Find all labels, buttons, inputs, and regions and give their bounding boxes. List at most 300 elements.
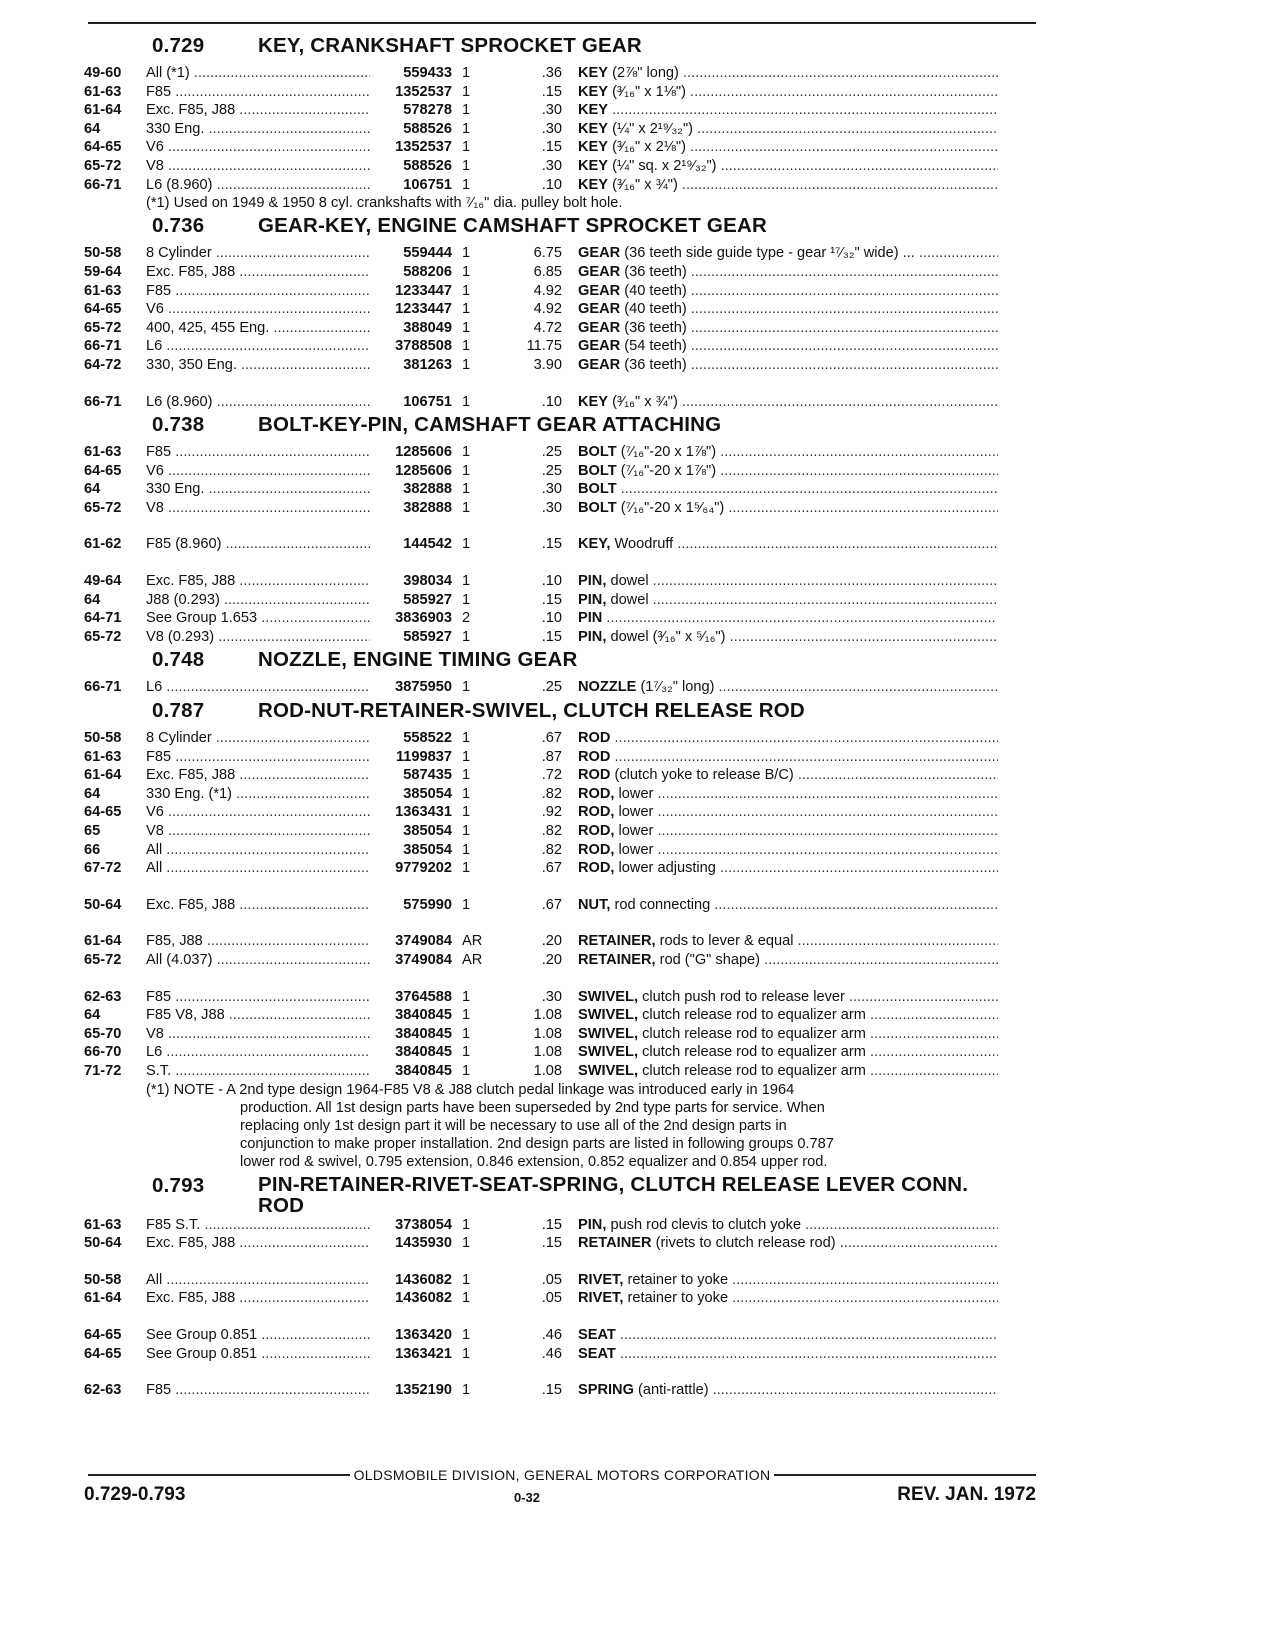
footer-group-range: 0.729-0.793 bbox=[84, 1484, 186, 1505]
section-note: (*1) Used on 1949 & 1950 8 cyl. crankshafts with ⁷⁄₁₆" dia. pulley bolt hole. bbox=[146, 195, 623, 212]
application-text: 8 Cylinder ..... bbox=[146, 730, 370, 746]
part-number: 1363420 bbox=[395, 1326, 452, 1343]
part-description: (rivets to clutch release rod) ..... bbox=[656, 1235, 998, 1251]
part-description: lower adjusting ..... bbox=[619, 860, 998, 876]
model-years: 64-71 bbox=[84, 610, 122, 627]
part-name: KEY bbox=[578, 65, 609, 81]
part-row bbox=[84, 282, 1044, 301]
part-number: 3840845 bbox=[395, 1007, 452, 1024]
description bbox=[578, 83, 998, 102]
part-description: (¼" x 2¹⁹⁄₃₂") ..... bbox=[612, 121, 998, 137]
application bbox=[146, 748, 370, 767]
note-line: production. All 1st design parts have been superseded by 2nd type parts for service. When bbox=[240, 1099, 825, 1116]
description bbox=[578, 1271, 998, 1290]
part-row bbox=[84, 535, 1044, 554]
part-description: dowel (³⁄₁₆" x ⁵⁄₁₆") ..... bbox=[610, 629, 998, 645]
application bbox=[146, 591, 370, 610]
part-name: SWIVEL, bbox=[578, 1062, 638, 1079]
part-description: rods to lever & equal ..... bbox=[660, 933, 998, 949]
price: 4.92 bbox=[533, 282, 562, 299]
price: .15 bbox=[541, 83, 562, 100]
application-text: S.T. ..... bbox=[146, 1063, 370, 1079]
part-number: 3764588 bbox=[395, 988, 452, 1005]
application-text: F85, J88 ..... bbox=[146, 933, 370, 949]
part-row bbox=[84, 1289, 1044, 1308]
price: 4.92 bbox=[533, 301, 562, 318]
part-name: KEY bbox=[578, 393, 609, 410]
description bbox=[578, 157, 998, 176]
part-row bbox=[84, 499, 1044, 518]
application bbox=[146, 282, 370, 301]
part-description: clutch push rod to release lever ..... bbox=[642, 989, 998, 1005]
part-description: push rod clevis to clutch yoke ..... bbox=[610, 1217, 998, 1233]
model-years: 65-72 bbox=[84, 499, 122, 516]
price: .25 bbox=[541, 679, 562, 696]
price: 6.75 bbox=[533, 245, 562, 262]
row-spacer bbox=[84, 1253, 1044, 1271]
part-row bbox=[84, 1345, 1044, 1364]
part-number: 587435 bbox=[403, 767, 452, 784]
description bbox=[578, 1062, 998, 1081]
description bbox=[578, 748, 998, 767]
price: .15 bbox=[541, 591, 562, 608]
application-text: 330, 350 Eng. ..... bbox=[146, 357, 370, 373]
application-text: Exc. F85, J88 ..... bbox=[146, 1235, 370, 1251]
model-years: 65-72 bbox=[84, 157, 122, 174]
price: .10 bbox=[541, 610, 562, 627]
model-years: 61-63 bbox=[84, 282, 122, 299]
part-number: 382888 bbox=[403, 481, 452, 498]
part-description: (36 teeth) ..... bbox=[624, 357, 998, 373]
footer bbox=[84, 1482, 1036, 1510]
application-text: All (*1) ..... bbox=[146, 65, 370, 81]
section-number: 0.738 bbox=[152, 413, 205, 437]
part-number: 385054 bbox=[403, 785, 452, 802]
part-number: 3749084 bbox=[395, 933, 452, 950]
part-name: KEY, bbox=[578, 536, 611, 553]
description bbox=[578, 101, 998, 120]
model-years: 67-72 bbox=[84, 860, 122, 877]
part-number: 1285606 bbox=[395, 462, 452, 479]
price: .30 bbox=[541, 481, 562, 498]
part-row bbox=[84, 83, 1044, 102]
part-name: SWIVEL, bbox=[578, 988, 638, 1005]
application bbox=[146, 393, 370, 412]
application bbox=[146, 628, 370, 647]
part-row bbox=[84, 101, 1044, 120]
description bbox=[578, 319, 998, 338]
part-description: rod ("G" shape) ..... bbox=[660, 952, 998, 968]
part-row bbox=[84, 157, 1044, 176]
quantity: 1 bbox=[462, 748, 471, 765]
quantity: 1 bbox=[462, 499, 471, 516]
description bbox=[578, 356, 998, 375]
part-name: ROD, bbox=[578, 785, 615, 802]
application-text: V8 ..... bbox=[146, 158, 370, 174]
part-name: SEAT bbox=[578, 1345, 616, 1362]
part-description: lower ..... bbox=[619, 823, 998, 839]
model-years: 62-63 bbox=[84, 1382, 122, 1399]
part-name: ROD, bbox=[578, 804, 615, 821]
price: .36 bbox=[541, 65, 562, 81]
part-description bbox=[612, 102, 998, 118]
quantity: 1 bbox=[462, 767, 471, 784]
part-row bbox=[84, 356, 1044, 375]
price: .30 bbox=[541, 102, 562, 119]
part-number: 381263 bbox=[403, 356, 452, 373]
part-row bbox=[84, 480, 1044, 499]
application bbox=[146, 785, 370, 804]
model-years: 66-71 bbox=[84, 393, 122, 410]
section-note bbox=[146, 1081, 1044, 1172]
description bbox=[578, 729, 998, 748]
application bbox=[146, 766, 370, 785]
model-years: 64-65 bbox=[84, 804, 122, 821]
part-number: 3875950 bbox=[395, 679, 452, 696]
part-description: (³⁄₁₆" x 2⅛") ..... bbox=[612, 139, 998, 155]
part-row bbox=[84, 859, 1044, 878]
part-row bbox=[84, 443, 1044, 462]
model-years: 64 bbox=[84, 120, 101, 137]
part-number: 3840845 bbox=[395, 1062, 452, 1079]
part-name: ROD bbox=[578, 730, 611, 747]
quantity: 1 bbox=[462, 536, 471, 553]
application bbox=[146, 443, 370, 462]
description bbox=[578, 628, 998, 647]
quantity: 1 bbox=[462, 282, 471, 299]
model-years: 61-64 bbox=[84, 767, 122, 784]
part-description: (2⅞" long) ..... bbox=[612, 65, 998, 81]
application bbox=[146, 1271, 370, 1290]
application-text: Exc. F85, J88 ..... bbox=[146, 264, 370, 280]
model-years: 61-63 bbox=[84, 748, 122, 765]
description bbox=[578, 535, 998, 554]
application bbox=[146, 678, 370, 697]
section-number: 0.793 bbox=[152, 1173, 205, 1197]
part-row bbox=[84, 766, 1044, 785]
price: .67 bbox=[541, 896, 562, 913]
model-years: 49-60 bbox=[84, 65, 122, 81]
section-title: BOLT-KEY-PIN, CAMSHAFT GEAR ATTACHING bbox=[258, 413, 722, 437]
application-text: V6 ..... bbox=[146, 804, 370, 820]
section-title: ROD-NUT-RETAINER-SWIVEL, CLUTCH RELEASE ROD bbox=[258, 699, 805, 723]
section-title: GEAR-KEY, ENGINE CAMSHAFT SPROCKET GEAR bbox=[258, 214, 767, 238]
row-spacer bbox=[84, 914, 1044, 932]
description bbox=[578, 1025, 998, 1044]
price: .87 bbox=[541, 748, 562, 765]
model-years: 64 bbox=[84, 1007, 101, 1024]
application-text: L6 ..... bbox=[146, 1044, 370, 1060]
part-row bbox=[84, 628, 1044, 647]
price: .30 bbox=[541, 120, 562, 137]
application bbox=[146, 1234, 370, 1253]
application bbox=[146, 176, 370, 195]
model-years: 64-65 bbox=[84, 462, 122, 479]
model-years: 65-70 bbox=[84, 1025, 122, 1042]
part-row bbox=[84, 1216, 1044, 1235]
description bbox=[578, 609, 998, 628]
part-description bbox=[620, 1346, 998, 1362]
quantity: 1 bbox=[462, 444, 471, 461]
application-text: F85 ..... bbox=[146, 749, 370, 765]
application bbox=[146, 841, 370, 860]
description bbox=[578, 263, 998, 282]
price: .25 bbox=[541, 444, 562, 461]
application bbox=[146, 988, 370, 1007]
quantity: 1 bbox=[462, 785, 471, 802]
quantity: 1 bbox=[462, 120, 471, 137]
price: .92 bbox=[541, 804, 562, 821]
application bbox=[146, 101, 370, 120]
quantity: 1 bbox=[462, 263, 471, 280]
price: .15 bbox=[541, 1235, 562, 1252]
part-description: clutch release rod to equalizer arm ..... bbox=[642, 1063, 998, 1079]
part-name: KEY bbox=[578, 102, 609, 119]
section-number: 0.736 bbox=[152, 214, 205, 238]
part-description: dowel ..... bbox=[610, 592, 998, 608]
application bbox=[146, 1025, 370, 1044]
application bbox=[146, 356, 370, 375]
part-row bbox=[84, 1271, 1044, 1290]
part-name: PIN, bbox=[578, 591, 607, 608]
quantity: 1 bbox=[462, 730, 471, 747]
price: .30 bbox=[541, 499, 562, 516]
application-text: F85 ..... bbox=[146, 1382, 370, 1398]
application-text: Exc. F85, J88 ..... bbox=[146, 1290, 370, 1306]
application bbox=[146, 572, 370, 591]
application-text: 330 Eng. (*1) ..... bbox=[146, 786, 370, 802]
quantity: 1 bbox=[462, 628, 471, 645]
price: .05 bbox=[541, 1271, 562, 1288]
part-number: 1233447 bbox=[395, 301, 452, 318]
part-number: 3836903 bbox=[395, 610, 452, 627]
part-number: 3788508 bbox=[395, 338, 452, 355]
part-name: GEAR bbox=[578, 263, 621, 280]
model-years: 59-64 bbox=[84, 263, 122, 280]
application-text: J88 (0.293) ..... bbox=[146, 592, 370, 608]
part-row bbox=[84, 951, 1044, 970]
part-description: (36 teeth side guide type - gear ¹⁷⁄₃₂" wide) ... ..... bbox=[624, 245, 998, 261]
application-text: See Group 0.851 ..... bbox=[146, 1346, 370, 1362]
application bbox=[146, 300, 370, 319]
part-description: retainer to yoke ..... bbox=[627, 1290, 998, 1306]
model-years: 66 bbox=[84, 841, 101, 858]
part-name: KEY bbox=[578, 157, 609, 174]
parts-list bbox=[84, 32, 1044, 1400]
application bbox=[146, 1289, 370, 1308]
quantity: 1 bbox=[462, 301, 471, 318]
quantity: 1 bbox=[462, 65, 471, 81]
part-number: 388049 bbox=[403, 319, 452, 336]
model-years: 61-63 bbox=[84, 444, 122, 461]
quantity: AR bbox=[462, 933, 483, 950]
quantity: 1 bbox=[462, 1290, 471, 1307]
section-heading bbox=[84, 648, 1044, 678]
application bbox=[146, 120, 370, 139]
description bbox=[578, 841, 998, 860]
description bbox=[578, 896, 998, 915]
price: .30 bbox=[541, 988, 562, 1005]
part-number: 3840845 bbox=[395, 1025, 452, 1042]
application bbox=[146, 1381, 370, 1400]
note-line: replacing only 1st design part it will be necessary to use all of the 2nd design parts in bbox=[240, 1117, 787, 1134]
application bbox=[146, 83, 370, 102]
part-name: GEAR bbox=[578, 245, 621, 262]
application-text: Exc. F85, J88 ..... bbox=[146, 573, 370, 589]
application-text: F85 ..... bbox=[146, 283, 370, 299]
application bbox=[146, 64, 370, 83]
part-description bbox=[620, 1327, 998, 1343]
application bbox=[146, 319, 370, 338]
application bbox=[146, 462, 370, 481]
application-text: All (4.037) ..... bbox=[146, 952, 370, 968]
quantity: 1 bbox=[462, 823, 471, 840]
quantity: 1 bbox=[462, 679, 471, 696]
part-number: 1199837 bbox=[395, 748, 452, 765]
quantity: 1 bbox=[462, 393, 471, 410]
part-number: 588526 bbox=[403, 157, 452, 174]
application-text: All ..... bbox=[146, 842, 370, 858]
model-years: 65-72 bbox=[84, 951, 122, 968]
description bbox=[578, 337, 998, 356]
part-description bbox=[615, 730, 999, 746]
part-number: 588526 bbox=[403, 120, 452, 137]
application-text: 8 Cylinder ..... bbox=[146, 245, 370, 261]
quantity: 1 bbox=[462, 860, 471, 877]
application-text: V8 ..... bbox=[146, 823, 370, 839]
description bbox=[578, 1345, 998, 1364]
application-text: All ..... bbox=[146, 1272, 370, 1288]
part-name: SWIVEL, bbox=[578, 1025, 638, 1042]
application bbox=[146, 1006, 370, 1025]
quantity: 1 bbox=[462, 1345, 471, 1362]
model-years: 50-58 bbox=[84, 730, 122, 747]
part-name: RETAINER bbox=[578, 1235, 652, 1252]
part-name: PIN, bbox=[578, 628, 607, 645]
description bbox=[578, 1006, 998, 1025]
application-text: See Group 0.851 ..... bbox=[146, 1327, 370, 1343]
model-years: 61-64 bbox=[84, 933, 122, 950]
part-row bbox=[84, 120, 1044, 139]
description bbox=[578, 443, 998, 462]
part-row bbox=[84, 319, 1044, 338]
price: .82 bbox=[541, 785, 562, 802]
quantity: 1 bbox=[462, 1216, 471, 1233]
part-row bbox=[84, 803, 1044, 822]
part-number: 3749084 bbox=[395, 951, 452, 968]
row-spacer bbox=[84, 878, 1044, 896]
part-description: (³⁄₁₆" x ¾") ..... bbox=[612, 177, 998, 193]
model-years: 64 bbox=[84, 785, 101, 802]
quantity: 1 bbox=[462, 139, 471, 156]
part-name: GEAR bbox=[578, 282, 621, 299]
price: .20 bbox=[541, 951, 562, 968]
price: .30 bbox=[541, 157, 562, 174]
quantity: 1 bbox=[462, 176, 471, 193]
section-title: PIN-RETAINER-RIVET-SEAT-SPRING, CLUTCH RELEASE LEVER CONN. ROD bbox=[258, 1172, 969, 1217]
part-row bbox=[84, 176, 1044, 195]
price: .82 bbox=[541, 823, 562, 840]
application-text: L6 (8.960) ..... bbox=[146, 394, 370, 410]
price: 4.72 bbox=[533, 319, 562, 336]
application bbox=[146, 138, 370, 157]
part-name: PIN, bbox=[578, 573, 607, 590]
part-description: retainer to yoke ..... bbox=[627, 1272, 998, 1288]
model-years: 50-58 bbox=[84, 1271, 122, 1288]
part-description: (1⁷⁄₃₂" long) ..... bbox=[640, 679, 998, 695]
part-row bbox=[84, 841, 1044, 860]
description bbox=[578, 951, 998, 970]
description bbox=[578, 176, 998, 195]
quantity: 1 bbox=[462, 988, 471, 1005]
part-number: 578278 bbox=[403, 102, 452, 119]
quantity: 1 bbox=[462, 591, 471, 608]
description bbox=[578, 988, 998, 1007]
part-number: 558522 bbox=[403, 730, 452, 747]
application-text: F85 V8, J88 ..... bbox=[146, 1007, 370, 1023]
part-name: KEY bbox=[578, 139, 609, 156]
application bbox=[146, 480, 370, 499]
model-years: 71-72 bbox=[84, 1062, 122, 1079]
part-number: 1352190 bbox=[395, 1382, 452, 1399]
part-description: (40 teeth) ..... bbox=[624, 301, 998, 317]
price: .25 bbox=[541, 462, 562, 479]
part-number: 1352537 bbox=[395, 83, 452, 100]
part-row bbox=[84, 591, 1044, 610]
part-name: GEAR bbox=[578, 319, 621, 336]
application bbox=[146, 1043, 370, 1062]
section-title: KEY, CRANKSHAFT SPROCKET GEAR bbox=[258, 34, 642, 57]
application bbox=[146, 263, 370, 282]
part-description: (³⁄₁₆" x ¾") ..... bbox=[612, 394, 998, 410]
description bbox=[578, 120, 998, 139]
application-text: All ..... bbox=[146, 860, 370, 876]
price: .46 bbox=[541, 1326, 562, 1343]
model-years: 66-70 bbox=[84, 1044, 122, 1061]
description bbox=[578, 244, 998, 263]
part-description bbox=[621, 481, 998, 497]
part-number: 1435930 bbox=[395, 1235, 452, 1252]
application-text: V8 ..... bbox=[146, 1026, 370, 1042]
application-text: F85 ..... bbox=[146, 444, 370, 460]
quantity: 1 bbox=[462, 356, 471, 373]
quantity: 1 bbox=[462, 157, 471, 174]
application-text: V8 ..... bbox=[146, 500, 370, 516]
application-text: 330 Eng. ..... bbox=[146, 121, 370, 137]
footer-company: OLDSMOBILE DIVISION, GENERAL MOTORS CORPORATION bbox=[353, 1467, 771, 1483]
part-description: (⁷⁄₁₆"-20 x 1⁵⁄₆₄") ..... bbox=[621, 500, 998, 516]
part-name: KEY bbox=[578, 83, 609, 100]
application-text: See Group 1.653 ..... bbox=[146, 610, 370, 626]
part-name: ROD, bbox=[578, 860, 615, 877]
description bbox=[578, 1381, 998, 1400]
part-name: RIVET, bbox=[578, 1271, 624, 1288]
part-number: 398034 bbox=[403, 573, 452, 590]
application bbox=[146, 609, 370, 628]
price: 3.90 bbox=[533, 356, 562, 373]
description bbox=[578, 678, 998, 697]
quantity: 1 bbox=[462, 804, 471, 821]
section-heading bbox=[84, 34, 1044, 64]
application-text: F85 ..... bbox=[146, 989, 370, 1005]
application bbox=[146, 244, 370, 263]
part-name: BOLT bbox=[578, 462, 617, 479]
quantity: 1 bbox=[462, 841, 471, 858]
part-number: 1233447 bbox=[395, 282, 452, 299]
description bbox=[578, 282, 998, 301]
part-number: 106751 bbox=[403, 393, 452, 410]
quantity: 1 bbox=[462, 319, 471, 336]
